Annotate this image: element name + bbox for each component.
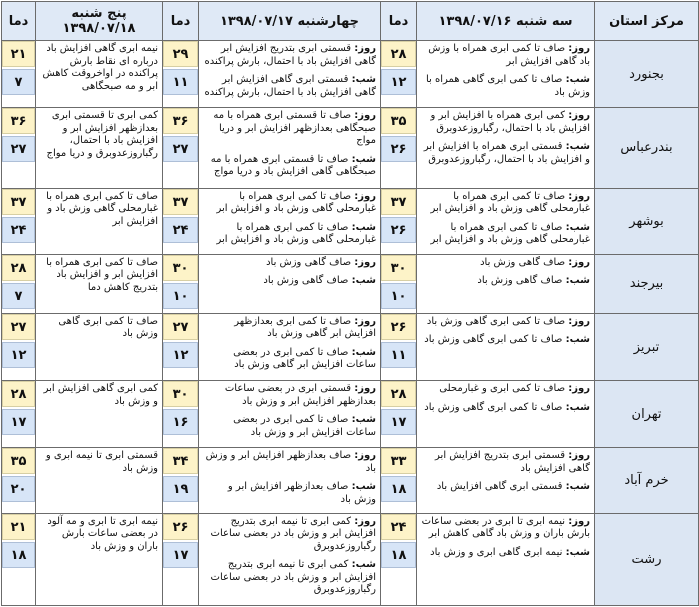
table-row bbox=[2, 513, 699, 605]
night-label: شب: bbox=[351, 74, 376, 85]
day1-forecast bbox=[417, 448, 595, 513]
night-label: شب: bbox=[565, 334, 590, 346]
day1-forecast bbox=[417, 313, 595, 380]
day2-forecast bbox=[199, 41, 381, 108]
day2-temps bbox=[163, 313, 199, 380]
header-province-center: مرکز استان bbox=[595, 2, 699, 41]
day3-temps bbox=[2, 108, 36, 188]
night-forecast-line bbox=[417, 400, 594, 415]
min-temp: ۲۰ bbox=[2, 476, 35, 502]
night-label: شب: bbox=[565, 546, 590, 558]
night-text: صاف تا کمی ابری در بعضی ساعات افزایش ابر گاهی وزش باد bbox=[233, 346, 376, 371]
max-temp: ۳۰ bbox=[163, 255, 198, 281]
table-row bbox=[2, 313, 699, 380]
city-name: بندرعباس bbox=[595, 108, 699, 188]
day3-temps bbox=[2, 188, 36, 254]
day-text: صاف گاهی وزش باد bbox=[266, 256, 352, 268]
day1-temps bbox=[381, 41, 417, 108]
day-forecast-line bbox=[417, 189, 594, 216]
max-temp: ۳۰ bbox=[163, 381, 198, 407]
min-temp: ۱۱ bbox=[163, 69, 198, 95]
table-row bbox=[2, 381, 699, 448]
forecast-text: نیمه ابری گاهی افزایش باد درباره ای نقاط بارش پراکنده در اواخروقت کاهش ابر و مه صبحگاهی bbox=[42, 43, 158, 92]
day3-temps bbox=[2, 448, 36, 513]
day1-temps bbox=[381, 448, 417, 513]
night-text: قسمتی ابری گاهی افزایش ابر گاهی افزایش باد با احتمال، بارش پراکنده bbox=[204, 74, 376, 98]
day-text: قسمتی ابری بتدریج افزایش ابر گاهی افزایش باد با احتمال، بارش پراکنده bbox=[204, 43, 376, 67]
night-label: شب: bbox=[351, 275, 376, 287]
min-temp: ۲۴ bbox=[2, 217, 35, 243]
day1-temps bbox=[381, 254, 417, 313]
night-label: شب: bbox=[351, 221, 376, 233]
day2-forecast bbox=[199, 254, 381, 313]
day1-temps bbox=[381, 108, 417, 188]
day-forecast-line bbox=[199, 189, 380, 216]
day1-forecast bbox=[417, 188, 595, 254]
night-text: صاف تا قسمتی ابری همراه با مه صبحگاهی گاهی افزایش باد و دریا مواج bbox=[210, 153, 376, 178]
day-label: روز: bbox=[568, 515, 590, 527]
max-temp: ۳۰ bbox=[381, 255, 416, 281]
night-text: نیمه ابری گاهی ابری و وزش باد bbox=[430, 546, 563, 558]
max-temp: ۳۴ bbox=[163, 448, 198, 474]
day3-temps bbox=[2, 313, 36, 380]
day1-forecast bbox=[417, 381, 595, 448]
header-day3: پنج شنبه ۱۳۹۸/۰۷/۱۸ bbox=[36, 2, 163, 41]
day-label: روز: bbox=[568, 190, 590, 202]
min-temp: ۲۷ bbox=[2, 136, 35, 162]
night-forecast-line bbox=[417, 332, 594, 347]
night-forecast-line bbox=[417, 139, 594, 166]
table-row bbox=[2, 108, 699, 188]
day2-forecast bbox=[199, 313, 381, 380]
max-temp: ۲۸ bbox=[381, 381, 416, 407]
day1-temps bbox=[381, 513, 417, 605]
day-label: روز: bbox=[568, 43, 590, 54]
night-label: شب: bbox=[351, 559, 376, 571]
day3-forecast bbox=[36, 254, 163, 313]
min-temp: ۱۷ bbox=[2, 409, 35, 435]
night-forecast-line bbox=[199, 557, 380, 597]
header-row bbox=[2, 2, 699, 41]
day-text: صاف گاهی وزش باد bbox=[480, 256, 566, 268]
night-forecast-line bbox=[199, 412, 380, 439]
day-label: روز: bbox=[354, 110, 376, 122]
day1-forecast bbox=[417, 254, 595, 313]
forecast-table bbox=[1, 1, 699, 606]
day-forecast-line bbox=[417, 514, 594, 541]
day-text: صاف تا کمی ابری همراه با غبارمحلی گاهی وزش باد و افزایش ابر bbox=[216, 190, 376, 215]
day-text: صاف تا کمی ابری بعدازظهر افزایش ابر گاهی وزش باد bbox=[234, 315, 376, 340]
forecast-text: صاف تا کمی ابری گاهی وزش باد bbox=[58, 315, 158, 340]
night-label: شب: bbox=[351, 153, 376, 165]
night-forecast-line bbox=[199, 273, 380, 288]
day1-temps bbox=[381, 313, 417, 380]
city-name: بوشهر bbox=[595, 188, 699, 254]
night-label: شب: bbox=[351, 346, 376, 358]
day3-forecast bbox=[36, 513, 163, 605]
city-name: تهران bbox=[595, 381, 699, 448]
night-text: صاف بعدازظهر افزایش ابر و وزش باد bbox=[227, 481, 376, 505]
min-temp: ۱۸ bbox=[381, 476, 416, 502]
day2-temps bbox=[163, 188, 199, 254]
max-temp: ۲۸ bbox=[2, 381, 35, 407]
min-temp: ۱۸ bbox=[2, 542, 35, 568]
min-temp: ۱۸ bbox=[381, 542, 416, 568]
night-forecast-line bbox=[199, 479, 380, 506]
day3-forecast bbox=[36, 448, 163, 513]
max-temp: ۲۴ bbox=[381, 514, 416, 540]
day-text: قسمتی ابری در بعضی ساعات بعدازظهر افزایش ابر و وزش باد bbox=[224, 383, 376, 407]
night-text: صاف تا کمی ابری گاهی وزش باد bbox=[424, 334, 563, 346]
night-forecast-line bbox=[199, 152, 380, 179]
day-label: روز: bbox=[354, 190, 376, 202]
day-label: روز: bbox=[354, 450, 376, 462]
night-label: شب: bbox=[565, 401, 590, 413]
night-text: صاف گاهی وزش باد bbox=[477, 275, 563, 287]
header-temp3: دما bbox=[2, 2, 36, 41]
table-row bbox=[2, 254, 699, 313]
max-temp: ۳۵ bbox=[2, 448, 35, 474]
night-forecast-line bbox=[199, 345, 380, 372]
night-forecast-line bbox=[199, 72, 380, 99]
day-text: صاف تا کمی ابری و غبارمحلی bbox=[439, 383, 566, 395]
forecast-text: کمی ابری گاهی افزایش ابر و وزش باد bbox=[43, 383, 158, 407]
day-text: صاف بعدازظهر افزایش ابر و وزش باد bbox=[205, 450, 376, 474]
max-temp: ۳۶ bbox=[163, 108, 198, 134]
min-temp: ۱۶ bbox=[163, 409, 198, 435]
day-text: نیمه ابری تا ابری در بعضی ساعات بارش باران و وزش باد گاهی کاهش ابر bbox=[421, 515, 590, 540]
day-label: روز: bbox=[568, 450, 590, 462]
night-forecast-line bbox=[417, 545, 594, 560]
city-name: خرم آباد bbox=[595, 448, 699, 513]
max-temp: ۲۶ bbox=[163, 514, 198, 540]
city-name: بجنورد bbox=[595, 41, 699, 108]
day2-forecast bbox=[199, 188, 381, 254]
city-name: رشت bbox=[595, 513, 699, 605]
day3-forecast bbox=[36, 381, 163, 448]
max-temp: ۳۷ bbox=[381, 189, 416, 215]
day-label: روز: bbox=[354, 256, 376, 268]
day3-forecast bbox=[36, 41, 163, 108]
night-forecast-line bbox=[417, 273, 594, 288]
table-row bbox=[2, 41, 699, 108]
max-temp: ۲۱ bbox=[2, 514, 35, 540]
night-text: صاف تا کمی ابری گاهی همراه با وزش باد bbox=[425, 74, 590, 98]
max-temp: ۲۷ bbox=[2, 314, 35, 340]
day-label: روز: bbox=[568, 383, 590, 395]
day2-temps bbox=[163, 381, 199, 448]
night-forecast-line bbox=[417, 72, 594, 99]
night-label: شب: bbox=[565, 275, 590, 287]
forecast-text: صاف تا کمی ابری همراه با افزایش ابر و افزایش باد بتدریج کاهش دما bbox=[46, 256, 158, 293]
max-temp: ۲۷ bbox=[163, 314, 198, 340]
day-forecast-line bbox=[417, 314, 594, 329]
max-temp: ۲۶ bbox=[381, 314, 416, 340]
city-name: تبریز bbox=[595, 313, 699, 380]
day-text: قسمتی ابری بتدریج افزایش ابر گاهی افزایش باد bbox=[435, 450, 590, 474]
min-temp: ۲۶ bbox=[381, 217, 416, 243]
day-forecast-line bbox=[417, 448, 594, 475]
max-temp: ۳۷ bbox=[2, 189, 35, 215]
max-temp: ۳۳ bbox=[381, 448, 416, 474]
day-label: روز: bbox=[354, 515, 376, 527]
night-text: صاف تا کمی ابری در بعضی ساعات افزایش ابر و وزش باد bbox=[233, 414, 376, 438]
day-label: روز: bbox=[568, 110, 590, 122]
day-label: روز: bbox=[354, 383, 376, 395]
max-temp: ۳۷ bbox=[163, 189, 198, 215]
day1-forecast bbox=[417, 108, 595, 188]
min-temp: ۲۶ bbox=[381, 136, 416, 162]
day2-temps bbox=[163, 254, 199, 313]
min-temp: ۲۷ bbox=[163, 136, 198, 162]
night-text: صاف تا کمی ابری همراه با غبارمحلی گاهی وزش باد و افزایش ابر bbox=[216, 221, 376, 246]
night-label: شب: bbox=[565, 74, 590, 85]
day1-forecast bbox=[417, 513, 595, 605]
min-temp: ۱۰ bbox=[381, 283, 416, 309]
day-forecast-line bbox=[417, 381, 594, 396]
day2-temps bbox=[163, 108, 199, 188]
min-temp: ۱۲ bbox=[381, 69, 416, 95]
min-temp: ۱۰ bbox=[163, 283, 198, 309]
day-forecast-line bbox=[199, 108, 380, 148]
max-temp: ۲۸ bbox=[381, 41, 416, 67]
day-forecast-line bbox=[417, 255, 594, 270]
day2-forecast bbox=[199, 108, 381, 188]
min-temp: ۲۴ bbox=[163, 217, 198, 243]
day1-temps bbox=[381, 188, 417, 254]
header-day2: چهارشنبه ۱۳۹۸/۰۷/۱۷ bbox=[199, 2, 381, 41]
max-temp: ۳۵ bbox=[381, 108, 416, 134]
min-temp: ۱۲ bbox=[163, 342, 198, 368]
day2-forecast bbox=[199, 448, 381, 513]
day-text: کمی ابری همراه با افزایش ابر و افزایش باد با احتمال، رگباروزعدوبرق bbox=[430, 110, 590, 134]
min-temp: ۷ bbox=[2, 283, 35, 309]
day1-temps bbox=[381, 381, 417, 448]
night-text: قسمتی ابری همراه با افزایش ابر و افزایش باد با احتمال، رگباروزعدوبرق bbox=[423, 141, 590, 165]
day-text: صاف تا کمی ابری همراه با وزش باد گاهی افزایش ابر bbox=[428, 43, 590, 67]
night-text: کمی ابری تا نیمه ابری بتدریج افزایش ابر و وزش باد در بعضی ساعات رگباروزعدوبرق bbox=[210, 559, 376, 596]
table-row bbox=[2, 188, 699, 254]
night-text: قسمتی ابری گاهی افزایش باد bbox=[436, 481, 563, 493]
day2-forecast bbox=[199, 513, 381, 605]
min-temp: ۱۹ bbox=[163, 476, 198, 502]
night-label: شب: bbox=[351, 481, 376, 493]
night-forecast-line bbox=[417, 479, 594, 494]
min-temp: ۱۷ bbox=[163, 542, 198, 568]
day3-forecast bbox=[36, 188, 163, 254]
day-forecast-line bbox=[199, 448, 380, 475]
max-temp: ۳۶ bbox=[2, 108, 35, 134]
day3-temps bbox=[2, 381, 36, 448]
night-label: شب: bbox=[565, 221, 590, 233]
day3-temps bbox=[2, 254, 36, 313]
day-text: صاف تا کمی ابری گاهی وزش باد bbox=[426, 315, 566, 327]
min-temp: ۱۲ bbox=[2, 342, 35, 368]
day-forecast-line bbox=[199, 381, 380, 408]
forecast-text: کمی ابری تا قسمتی ابری بعدازظهر افزایش ابر و افزایش باد با احتمال، رگباروزعدوبرق و دریا مواج bbox=[46, 110, 158, 159]
header-temp2: دما bbox=[163, 2, 199, 41]
day2-forecast bbox=[199, 381, 381, 448]
day3-temps bbox=[2, 41, 36, 108]
day-forecast-line bbox=[199, 514, 380, 554]
day-text: صاف تا کمی ابری همراه با غبارمحلی گاهی وزش باد و افزایش ابر bbox=[430, 190, 590, 215]
day-forecast-line bbox=[199, 314, 380, 341]
day-label: روز: bbox=[354, 315, 376, 327]
day3-forecast bbox=[36, 108, 163, 188]
forecast-text: قسمتی ابری تا نیمه ابری و وزش باد bbox=[45, 450, 158, 474]
day-label: روز: bbox=[568, 315, 590, 327]
night-text: صاف تا کمی ابری گاهی وزش باد bbox=[424, 401, 563, 413]
night-text: صاف گاهی وزش باد bbox=[263, 275, 349, 287]
day2-temps bbox=[163, 448, 199, 513]
night-label: شب: bbox=[351, 414, 376, 426]
day-forecast-line bbox=[199, 255, 380, 270]
day-label: روز: bbox=[354, 43, 376, 54]
night-forecast-line bbox=[417, 220, 594, 247]
day2-temps bbox=[163, 513, 199, 605]
day-label: روز: bbox=[568, 256, 590, 268]
day-forecast-line bbox=[417, 108, 594, 135]
night-label: شب: bbox=[565, 481, 590, 493]
min-temp: ۱۷ bbox=[381, 409, 416, 435]
max-temp: ۲۱ bbox=[2, 41, 35, 67]
day1-forecast bbox=[417, 41, 595, 108]
max-temp: ۲۹ bbox=[163, 41, 198, 67]
night-forecast-line bbox=[199, 220, 380, 247]
min-temp: ۷ bbox=[2, 69, 35, 95]
table-row bbox=[2, 448, 699, 513]
night-text: صاف تا کمی ابری همراه با غبارمحلی گاهی وزش باد و افزایش ابر bbox=[430, 221, 590, 246]
day-forecast-line bbox=[417, 41, 594, 68]
min-temp: ۱۱ bbox=[381, 342, 416, 368]
day2-temps bbox=[163, 41, 199, 108]
day-text: صاف تا قسمتی ابری همراه با مه صبحگاهی بعدازظهر افزایش ابر و دریا مواج bbox=[213, 110, 376, 147]
city-name: بیرجند bbox=[595, 254, 699, 313]
day3-forecast bbox=[36, 313, 163, 380]
header-day1: سه شنبه ۱۳۹۸/۰۷/۱۶ bbox=[417, 2, 595, 41]
forecast-text: نیمه ابری تا ابری و مه آلود در بعضی ساعات بارش باران و وزش باد bbox=[47, 515, 158, 552]
day3-temps bbox=[2, 513, 36, 605]
max-temp: ۲۸ bbox=[2, 255, 35, 281]
forecast-text: صاف تا کمی ابری همراه با غبارمحلی گاهی وزش باد و افزایش ابر bbox=[46, 190, 158, 227]
header-temp1: دما bbox=[381, 2, 417, 41]
night-label: شب: bbox=[565, 141, 590, 153]
day-forecast-line bbox=[199, 41, 380, 68]
day-text: کمی ابری تا نیمه ابری بتدریج افزایش ابر و وزش باد در بعضی ساعات رگباروزعدوبرق bbox=[210, 515, 376, 552]
